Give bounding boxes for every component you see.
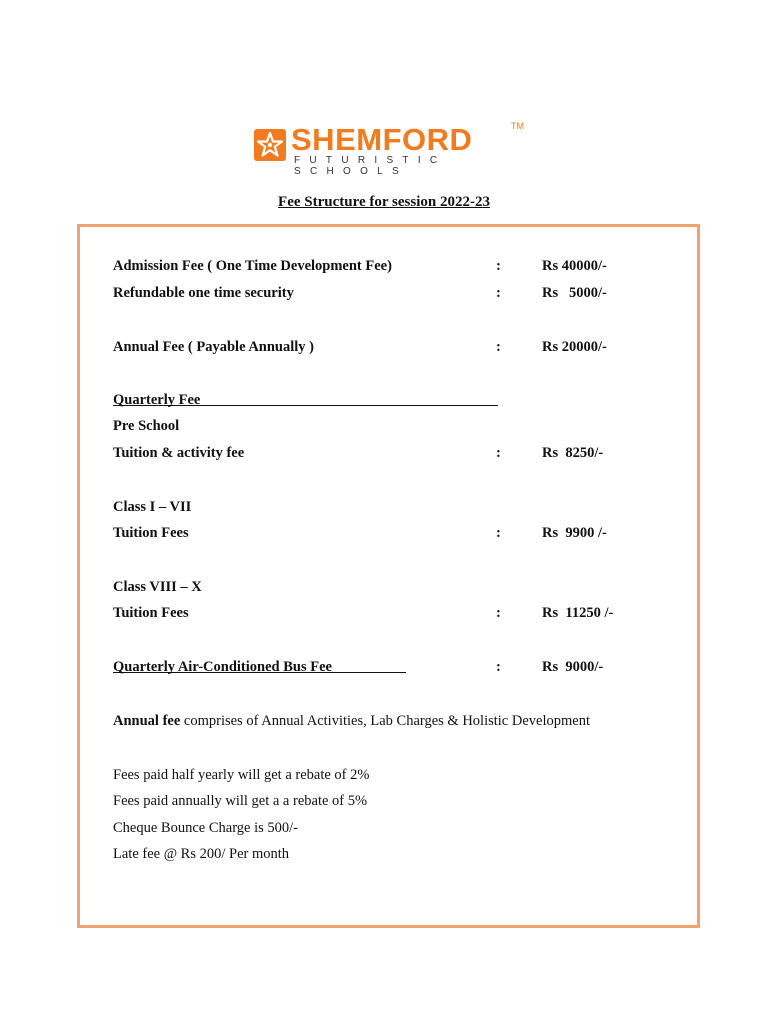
logo-brand-name: SHEMFORD xyxy=(291,122,473,157)
preschool-fee-label: Tuition & activity fee xyxy=(113,445,245,461)
page-title: Fee Structure for session 2022-23 xyxy=(278,194,490,210)
annual-fee-note-rest: comprises of Annual Activities, Lab Charges & Holistic Development xyxy=(180,713,590,729)
admission-fee-label: Admission Fee ( One Time Development Fee) xyxy=(113,258,392,274)
late-fee-note: Late fee @ Rs 200/ Per month xyxy=(113,846,290,862)
class-8-10-fee-amount: Rs 11250 /- xyxy=(542,605,614,621)
annual-fee-label: Annual Fee ( Payable Annually ) xyxy=(113,339,315,355)
class-1-7-fee-label: Tuition Fees xyxy=(113,525,189,541)
annual-fee-colon: : xyxy=(496,339,501,355)
security-fee-amount: Rs 5000/- xyxy=(542,285,607,301)
logo-tagline: FUTURISTIC SCHOOLS xyxy=(294,155,447,177)
admission-fee-colon: : xyxy=(496,258,501,274)
quarterly-fee-heading xyxy=(113,391,498,411)
class-1-7-fee-amount: Rs 9900 /- xyxy=(542,525,607,541)
annual-rebate-note: Fees paid annually will get a a rebate of 5% xyxy=(113,793,368,809)
bus-fee-colon: : xyxy=(496,659,501,675)
security-fee-colon: : xyxy=(496,285,501,301)
annual-fee-note xyxy=(113,712,590,730)
cheque-bounce-note: Cheque Bounce Charge is 500/- xyxy=(113,820,298,836)
star-icon xyxy=(254,129,286,161)
class-8-10-fee-colon: : xyxy=(496,605,501,621)
security-fee-label: Refundable one time security xyxy=(113,285,294,301)
admission-fee-amount: Rs 40000/- xyxy=(542,258,607,274)
preschool-fee-amount: Rs 8250/- xyxy=(542,445,604,461)
annual-fee-note-bold: Annual fee xyxy=(113,713,181,729)
class-8-10-heading: Class VIII – X xyxy=(113,579,202,595)
class-1-7-fee-colon: : xyxy=(496,525,501,541)
bus-fee-label-wrap xyxy=(113,658,406,678)
class-1-7-heading: Class I – VII xyxy=(113,499,192,515)
quarterly-fee-heading-text: Quarterly Fee xyxy=(113,392,201,408)
class-8-10-fee-label: Tuition Fees xyxy=(113,605,189,621)
logo-trademark: TM xyxy=(511,121,524,131)
half-yearly-rebate-note: Fees paid half yearly will get a rebate of 2% xyxy=(113,767,370,783)
preschool-heading: Pre School xyxy=(113,418,180,434)
annual-fee-amount: Rs 20000/- xyxy=(542,339,607,355)
school-logo xyxy=(254,121,529,177)
bus-fee-label: Quarterly Air-Conditioned Bus Fee xyxy=(113,659,332,675)
bus-fee-amount: Rs 9000/- xyxy=(542,659,604,675)
preschool-fee-colon: : xyxy=(496,445,501,461)
